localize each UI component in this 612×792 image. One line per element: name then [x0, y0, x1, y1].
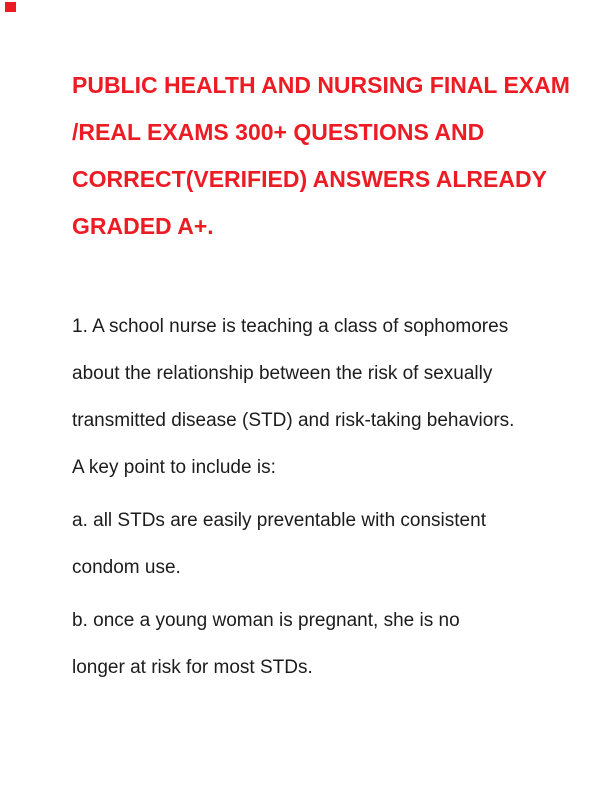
- option-a-line-1: a. all STDs are easily preventable with consistent: [72, 510, 486, 531]
- option-b-line-2: longer at risk for most STDs.: [72, 657, 313, 678]
- question-line-4: A key point to include is:: [72, 457, 276, 478]
- answer-option-a: [72, 497, 548, 591]
- question-line-1: 1. A school nurse is teaching a class of sophomores: [72, 316, 509, 337]
- title-line-4: GRADED A+.: [72, 213, 214, 239]
- title-line-3: CORRECT(VERIFIED) ANSWERS ALREADY: [72, 166, 547, 192]
- document-title: [72, 62, 570, 250]
- option-a-line-2: condom use.: [72, 557, 181, 578]
- answer-option-b: [72, 597, 548, 691]
- red-corner-artifact: [5, 2, 16, 12]
- title-line-2: /REAL EXAMS 300+ QUESTIONS AND: [72, 119, 485, 145]
- title-line-1: PUBLIC HEALTH AND NURSING FINAL EXAM: [72, 72, 570, 98]
- question-line-2: about the relationship between the risk of sexually: [72, 363, 493, 384]
- option-b-line-1: b. once a young woman is pregnant, she is no: [72, 610, 460, 631]
- question-1-text: [72, 303, 548, 491]
- question-line-3: transmitted disease (STD) and risk-taking behaviors.: [72, 410, 515, 431]
